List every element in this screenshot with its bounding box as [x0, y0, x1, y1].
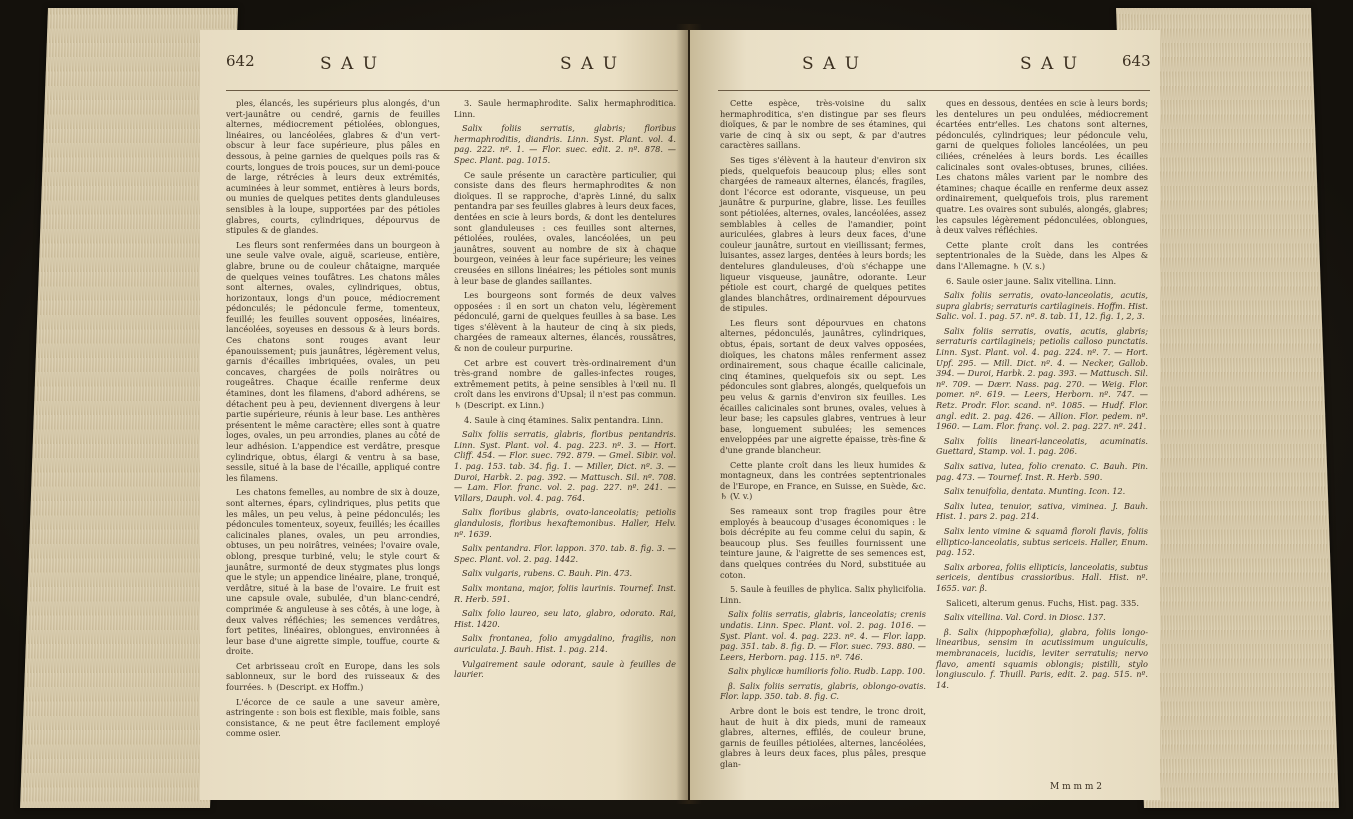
left-column-2	[454, 98, 676, 684]
paragraph: Salix frontanea, folio amygdalino, fragilis, non auriculata. J. Bauh. Hist. 1. pag. 214.	[454, 633, 676, 654]
paragraph: Cette espèce, très-voisine du salix hermaphroditica, s'en distingue par ses fleurs dioïques, & par le nombre de ses étamines, qui varie de cinq à six ou sept, & par d'autres caractères saillans.	[720, 98, 926, 151]
paragraph: Salix montana, major, foliis laurinis. Tournef. Inst. R. Herb. 591.	[454, 582, 676, 604]
paragraph: Les fleurs sont renfermées dans un bourgeon à une seule valve ovale, aiguë, scarieuse, entière, glabre, brune ou de couleur châtaigne, marquée de quelques veines toufâtres. Les chatons mâles sont alternes, ovales, cylindriques, obtus, horizontaux, longs d'un pouce, médiocrement pédonculés; le pédoncule ferme, tomenteux, feuillé; les feuilles souvent opposées, linéaires, lancéolées, soyeuses en dessous & à leurs bords. Ces chatons sont rouges avant leur épanouissement; puis jaunâtres, légèrement velus, garnis d'écailles imbriquées, ovales, un peu concaves, chargées de poils noirâtres ou rougeâtres. Chaque écaille renferme deux étamines, dont les filamens, d'abord adhérens, se détachent peu à peu, deviennent divergens à leur partie supérieure, réunis à leur base. Les anthères présentent le même caractère; elles sont à quatre loges, ovales, un peu arrondies, planes au côté de leur adhésion. L'appendice est verdâtre, presque cylindrique, obtus, élargi & ventru à sa base, sessile, situé à la base de l'écaille, appliqué contre les filamens.	[226, 239, 440, 483]
paragraph: β. Salix foliis serratis, glabris, oblongo-ovatis. Flor. lapp. 350. tab. 8. fig. C.	[720, 680, 926, 702]
left-page-header-2: S A U	[560, 54, 620, 74]
paragraph: Ses rameaux sont trop fragiles pour être employés à beaucoup d'usages économiques : le bois décrépite au feu comme celui du sapin, & beaucoup plus. Ses feuilles fournissent une teinture jaune, & l'aigrette de ses semences est, dans quelques contrées du Nord, substituée au coton.	[720, 505, 926, 580]
paragraph: Salix tenuifolia, dentata. Munting. Icon. 12.	[944, 486, 1126, 497]
paragraph: Les chatons femelles, au nombre de six à douze, sont alternes, épars, cylindriques, plus petits que les mâles, un peu velus, à peine pédonculés; les pédoncules tomenteux, soyeux, feuillés; les écailles calicinales planes, ovales, un peu arrondies, obtuses, un peu noirâtres, veinées; l'ovaire ovale, oblong, presque turbiné, velu; le style court & jaunâtre, surmonté de deux stygmates plus longs que le style; un appendice linéaire, plane, tronqué, verdâtre, situé à la base de l'ovaire. Le fruit est une capsule ovale, subulée, d'un blanc-cendré, comprimée & anguleuse à ses côtés, à une loge, à deux valves réfléchies; les semences verdâtres, fort petites, linéaires, oblongues, environnées à leur base d'une aigrette simple, touffue, courte & droite.	[226, 487, 440, 657]
paragraph: ples, élancés, les supérieurs plus alongés, d'un vert-jaunâtre ou cendré, garnis de feuilles alternes, médiocrement pétiolées, oblongues, linéaires, ou lancéolées, glabres & d'un vert-obscur à leur face supérieure, plus pâles en dessous, à peine garnies de quelques poils ras & courts, longues de trois pouces, sur un demi-pouce de large, rétrécies à leurs deux extrémités, acuminées à leur sommet, entières à leurs bords, ou munies de quelques petites dents glanduleuses sensibles à la loupe, supportées par des pétioles glabres, courts, cylindriques, dépourvus de stipules & de glandes.	[226, 98, 440, 236]
paragraph: Salix lutea, tenuior, sativa, viminea. J. Bauh. Hist. 1. pars 2. pag. 214.	[936, 500, 1148, 522]
paragraph: ques en dessous, dentées en scie à leurs bords; les dentelures un peu ondulées, médiocrement écartées entr'elles. Les chatons sont alternes, pédonculés, cylindriques; leur pédoncule velu, garni de quelques folioles lancéolées, un peu ciliées, crénelées à leurs bords. Les écailles calicinales sont ovales-obtuses, brunes, ciliées. Les chatons mâles varient par le nombre des étamines; chaque écaille en renferme deux assez ordinairement, quelquefois trois, plus rarement quatre. Les ovaires sont subulés, alongés, glabres; les capsules légèrement pédonculées, oblongues, à deux valves réfléchies.	[936, 98, 1148, 236]
paragraph: Salix foliis serratis, glabris, floribus pentandris. Linn. Syst. Plant. vol. 4. pag. 223. nº. 3. — Hort. Cliff. 454. — Flor. suec. 792. 879. — Gmel. Sibir. vol. 1. pag. 153. tab. 34. fig. 1. — Miller, Dict. nº. 3. — Duroi, Harbk. 2. pag. 392. — Mattusch. Sil. nº. 708. — Lam. Flor. franc. vol. 2. pag. 227. nº. 241. — Villars, Dauph. vol. 4. pag. 764.	[454, 429, 676, 503]
paragraph: Salix arborea, foliis ellipticis, lanceolatis, subtus sericeis, dentibus crassioribus. Hall. Hist. nº. 1655. var. β.	[936, 561, 1148, 593]
paragraph: Salix lento vimine & squamâ floroli flavis, foliis elliptico-lanceolatis, subtus sericeis. Haller, Enum. pag. 152.	[936, 525, 1148, 558]
paragraph: 6. Saule osier jaune. Salix vitellina. Linn.	[946, 275, 1117, 286]
paragraph: Cette plante croît dans les contrées septentrionales de la Suède, dans les Alpes & dans l'Allemagne. ♄ (V. s.)	[936, 239, 1148, 271]
paragraph: Salix foliis serratis, glabris; floribus hermaphroditis, diandris. Linn. Syst. Plant. vol. 4. pag. 222. nº. 1. — Flor. suec. edit. 2. nº. 878. — Spec. Plant. pag. 1015.	[454, 123, 676, 165]
left-page-number: 642	[226, 52, 255, 70]
left-column-1	[226, 98, 440, 743]
paragraph: Salix folio laureo, seu lato, glabro, odorato. Rai, Hist. 1420.	[454, 608, 676, 629]
right-column-2	[936, 98, 1148, 694]
paragraph: Salix vulgaris, rubens. C. Bauh. Pin. 473.	[462, 568, 633, 579]
paragraph: Les bourgeons sont formés de deux valves opposées : il en sort un chaton velu, légèrement pédonculé, garni de quelques feuilles à sa base. Les tiges s'élèvent à la hauteur de cinq à six pieds, chargées de rameaux alternes, élancés, roussâtres, & non de couleur purpurine.	[454, 290, 676, 354]
paragraph: Ce saule présente un caractère particulier, qui consiste dans des fleurs hermaphrodites & non dioïques. Il se rapproche, d'après Linné, du salix pentandra par ses feuilles glabres à leurs deux faces, dentées en scie à leurs bords, & dont les dentelures sont glanduleuses : ces feuilles sont alternes, pétiolées, roulées, ovales, lancéolées, un peu jaunâtres, souvent au nombre de six à chaque bourgeon, veinées à leur face supérieure; les veines creusées en sillons linéaires; les pétioles sont munis à leur base de glandes saillantes.	[454, 169, 676, 286]
paragraph: Salix phylicæ humilioris folio. Rudb. Lapp. 100.	[728, 666, 926, 677]
paragraph: Arbre dont le bois est tendre, le tronc droit, haut de huit à dix pieds, muni de rameaux glabres, alternes, effilés, de couleur brune, garnis de feuilles pétiolées, alternes, lancéolées, glabres à leurs deux faces, plus pâles, presque glan-	[720, 706, 926, 770]
paragraph: Salix foliis serratis, ovato-lanceolatis, acutis, supra glabris; serraturis cartilagineis. Hoffm. Hist. Salic. vol. 1. pag. 57. nº. 8. tab. 11, 12. fig. 1, 2, 3.	[936, 290, 1148, 322]
paragraph: Cet arbre est couvert très-ordinairement d'un très-grand nombre de galles-infectes rouges, extrêmement petits, à peine sensibles à l'œil nu. Il croît dans les environs d'Upsal; il n'est pas commun. ♄ (Descript. ex Linn.)	[454, 357, 676, 411]
right-page-number: 643	[1122, 52, 1151, 70]
paragraph: Salix sativa, lutea, folio crenato. C. Bauh. Pin. pag. 473. — Tournef. Inst. R. Herb. 590.	[936, 461, 1148, 482]
paragraph: L'écorce de ce saule a une saveur amère, astringente : son bois est flexible, mais foible, sans consistance, & ne peut être facilement employé comme osier.	[226, 696, 440, 739]
paragraph: Cet arbrisseau croît en Europe, dans les sols sablonneux, sur le bord des ruisseaux & des fourrées. ♄ (Descript. ex Hoffm.)	[226, 660, 440, 693]
paragraph: Salix floribus glabris, ovato-lanceolatis; petiolis glandulosis, floribus hexaftemonibus. Haller, Helv. nº. 1639.	[454, 507, 676, 539]
signature-mark: M m m m 2	[1050, 782, 1102, 792]
right-column-1	[720, 98, 926, 774]
right-page-header: S A U	[802, 54, 862, 74]
left-page	[200, 30, 688, 800]
right-page	[690, 30, 1160, 800]
paragraph: Salix pentandra. Flor. lappon. 370. tab. 8. fig. 3. — Spec. Plant. vol. 2. pag. 1442.	[454, 543, 676, 564]
left-header-rule	[226, 90, 678, 91]
paragraph: Salix foliis serratis, glabris, lanceolatis; crenis undatis. Linn. Spec. Plant. vol. 2. pag. 1016. — Syst. Plant. vol. 4. pag. 223. nº. 4. — Flor. lapp. pag. 351. tab. 8. fig. D. — Flor. suec. 793. 880. — Leers, Herborn. pag. 115. nº. 746.	[720, 609, 926, 662]
paragraph: Salix foliis lineari-lanceolatis, acuminatis. Guettard, Stamp. vol. 1. pag. 206.	[936, 435, 1148, 457]
right-page-header-2: S A U	[1020, 54, 1080, 74]
paragraph: 5. Saule à feuilles de phylica. Salix phylicifolia. Linn.	[720, 584, 926, 605]
paragraph: 3. Saule hermaphrodite. Salix hermaphroditica. Linn.	[454, 98, 676, 119]
paragraph: Saliceti, alterum genus. Fuchs, Hist. pag. 335.	[946, 597, 1139, 608]
right-header-rule	[718, 90, 1150, 91]
paragraph: Les fleurs sont dépourvues en chatons alternes, pédonculés, jaunâtres, cylindriques, obtus, épais, sortant de deux valves opposées, dioïques, les chatons mâles renferment assez ordinairement, sous chaque écaille calicinale, cinq étamines, quelquefois six ou sept. Les pédoncules sont glabres, alongés, quelquefois un peu velus & garnis d'environ six feuilles. Les écailles calicinales sont brunes, ovales, velues à leur base; les capsules glabres, ventrues à leur base, longuement subulées; les semences enveloppées par une aigrette épaisse, très-fine & d'une grande blancheur.	[720, 317, 926, 455]
paragraph: 4. Saule à cinq étamines. Salix pentandra. Linn.	[464, 414, 664, 425]
paragraph: Cette plante croît dans les lieux humides & montagneux, dans les contrées septentrionales de l'Europe, en France, en Suisse, en Suède, &c. ♄ (V. v.)	[720, 459, 926, 502]
paragraph: Vulgairement saule odorant, saule à feuilles de laurier.	[454, 658, 676, 680]
paragraph: Salix vitellina. Val. Cord. in Diosc. 137.	[944, 612, 1106, 623]
paragraph: Ses tiges s'élèvent à la hauteur d'environ six pieds, quelquefois beaucoup plus; elles sont chargées de rameaux alternes, élancés, fragiles, dont l'écorce est odorante, visqueuse, un peu jaunâtre & purpurine, glabre, lisse. Les feuilles sont pétiolées, alternes, ovales, lancéolées, assez semblables à celles de l'amandier, point auriculées, glabres à leurs deux faces, d'une couleur jaunâtre, surtout en vieillissant; fermes, luisantes, assez larges, dentées à leurs bords; les dentelures glanduleuses, d'où s'échappe une liqueur visqueuse, jaunâtre, odorante. Leur pétiole est court, chargé de quelques petites glandes blanchâtres, ordinairement dépourvues de stipules.	[720, 154, 926, 314]
paragraph: Salix foliis serratis, ovatis, acutis, glabris; serraturis cartilagineis; petiolis calloso punctatis. Linn. Syst. Plant. vol. 4. pag. 224. nº. 7. — Hort. Upf. 295. — Mill. Dict. nº. 4. — Necker, Gallob. 394. — Duroi, Harbk. 2. pag. 393. — Mattusch. Sil. nº. 709. — Dærr. Nass. pag. 270. — Weig. Flor. pomer. nº. 619. — Leers, Herborn. nº. 747. — Retz. Prodr. Flor. scand. nº. 1085. — Hudf. Flor. angl. edit. 2. pag. 426. — Allion. Flor. pedem. nº. 1960. — Lam. Flor. franç. vol. 2. pag. 227. nº. 241.	[936, 325, 1148, 432]
left-page-header: S A U	[320, 54, 380, 74]
paragraph: β. Salix (hippophæfolia), glabra, foliis longo-linearibus, sensim in acutissimum unguiculis, membranaceis, lucidis, leviter serratulis; nervo flavo, amenti squamis oblongis; pistilli, stylo longiusculo. f. Thuill. Paris, edit. 2. pag. 515. nº. 14.	[936, 626, 1148, 690]
